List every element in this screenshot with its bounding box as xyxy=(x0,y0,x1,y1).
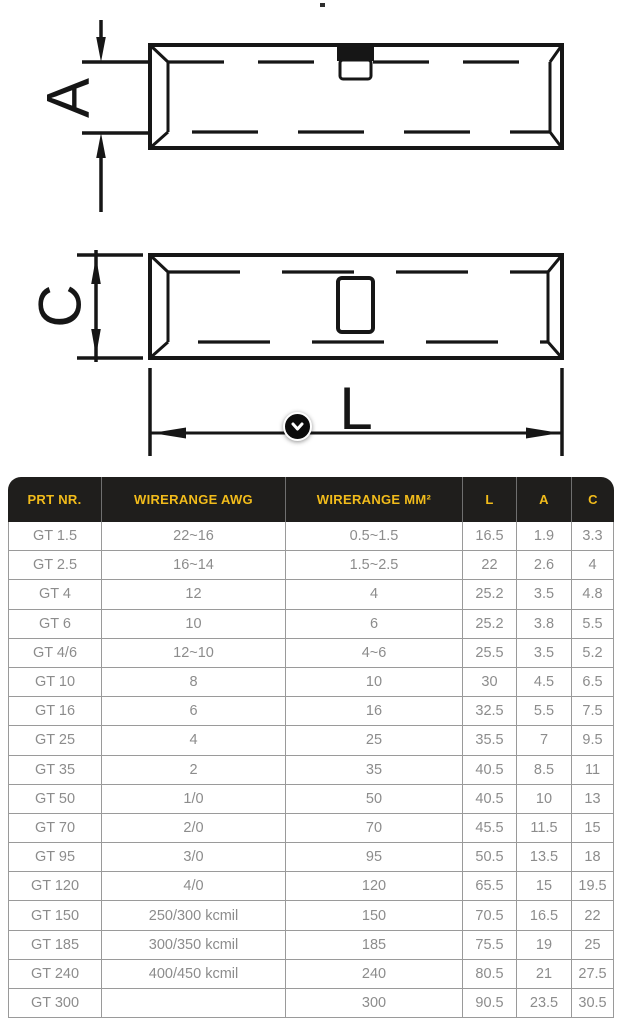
table-cell: 4~6 xyxy=(286,639,463,668)
inspection-tab-window xyxy=(340,60,371,79)
table-cell: 16.5 xyxy=(463,522,517,551)
table-cell: 45.5 xyxy=(463,814,517,843)
table-cell: 6 xyxy=(102,697,286,726)
table-cell: 23.5 xyxy=(517,989,572,1018)
table-cell: 13.5 xyxy=(517,843,572,872)
table-cell: 12 xyxy=(102,580,286,609)
table-row xyxy=(8,580,614,609)
table-cell: 21 xyxy=(517,960,572,989)
table-row xyxy=(8,668,614,697)
inspection-tab-band xyxy=(338,45,373,60)
table-cell: 30 xyxy=(463,668,517,697)
table-cell: 10 xyxy=(102,610,286,639)
table-cell: 19.5 xyxy=(572,872,614,901)
table-cell: 1/0 xyxy=(102,785,286,814)
table-cell: 18 xyxy=(572,843,614,872)
table-cell: GT 35 xyxy=(8,756,102,785)
chevron-down-icon xyxy=(289,418,306,435)
table-cell: 16 xyxy=(286,697,463,726)
scroll-down-button[interactable] xyxy=(283,412,312,441)
table-cell: 65.5 xyxy=(463,872,517,901)
table-cell: GT 120 xyxy=(8,872,102,901)
table-cell: 10 xyxy=(517,785,572,814)
table-cell: 32.5 xyxy=(463,697,517,726)
table-cell: GT 4 xyxy=(8,580,102,609)
table-cell: 40.5 xyxy=(463,785,517,814)
spec-table-container xyxy=(8,477,614,1018)
inspection-window xyxy=(338,278,373,332)
table-cell: 4 xyxy=(286,580,463,609)
table-row xyxy=(8,697,614,726)
table-cell: 11.5 xyxy=(517,814,572,843)
table-cell: 15 xyxy=(572,814,614,843)
table-cell: 1.5~2.5 xyxy=(286,551,463,580)
table-cell: 70.5 xyxy=(463,901,517,930)
table-cell: 27.5 xyxy=(572,960,614,989)
spec-table-body xyxy=(8,522,614,1018)
table-cell: 35.5 xyxy=(463,726,517,755)
table-row xyxy=(8,814,614,843)
table-cell: 22~16 xyxy=(102,522,286,551)
table-cell: 50 xyxy=(286,785,463,814)
column-header: C xyxy=(572,477,614,522)
table-cell: 1.9 xyxy=(517,522,572,551)
table-cell: 2 xyxy=(102,756,286,785)
column-header: L xyxy=(463,477,517,522)
table-cell: 5.2 xyxy=(572,639,614,668)
table-cell: GT 185 xyxy=(8,931,102,960)
table-cell: 25.5 xyxy=(463,639,517,668)
table-cell: 15 xyxy=(517,872,572,901)
table-cell: GT 10 xyxy=(8,668,102,697)
table-cell: 16~14 xyxy=(102,551,286,580)
dimension-a-label: A xyxy=(34,77,102,119)
table-row xyxy=(8,901,614,930)
table-cell: 4 xyxy=(102,726,286,755)
spec-table-head xyxy=(8,477,614,522)
table-row xyxy=(8,551,614,580)
table-cell: 6.5 xyxy=(572,668,614,697)
table-cell: 80.5 xyxy=(463,960,517,989)
table-cell: 50.5 xyxy=(463,843,517,872)
column-header: A xyxy=(517,477,572,522)
spec-table-header-row xyxy=(8,477,614,522)
table-cell: GT 2.5 xyxy=(8,551,102,580)
table-row xyxy=(8,610,614,639)
table-cell: 300/350 kcmil xyxy=(102,931,286,960)
table-cell: 22 xyxy=(572,901,614,930)
table-cell: 4/0 xyxy=(102,872,286,901)
spec-table xyxy=(8,477,614,1018)
table-cell: 300 xyxy=(286,989,463,1018)
table-row xyxy=(8,639,614,668)
table-cell: 70 xyxy=(286,814,463,843)
table-cell: 19 xyxy=(517,931,572,960)
table-cell: 25 xyxy=(286,726,463,755)
front-view-diagram xyxy=(77,250,562,456)
table-cell: 0.5~1.5 xyxy=(286,522,463,551)
table-cell: 2/0 xyxy=(102,814,286,843)
table-cell: GT 150 xyxy=(8,901,102,930)
top-view-diagram xyxy=(82,20,562,212)
table-cell: 8 xyxy=(102,668,286,697)
table-cell: 10 xyxy=(286,668,463,697)
table-cell: 5.5 xyxy=(517,697,572,726)
table-cell: GT 16 xyxy=(8,697,102,726)
table-row xyxy=(8,931,614,960)
table-cell: 25.2 xyxy=(463,610,517,639)
table-cell: 4 xyxy=(572,551,614,580)
table-cell: 3/0 xyxy=(102,843,286,872)
table-cell: 22 xyxy=(463,551,517,580)
table-cell: GT 1.5 xyxy=(8,522,102,551)
table-cell: 4.8 xyxy=(572,580,614,609)
table-cell: 7.5 xyxy=(572,697,614,726)
table-cell: 6 xyxy=(286,610,463,639)
table-cell: 90.5 xyxy=(463,989,517,1018)
table-cell: 5.5 xyxy=(572,610,614,639)
table-cell: GT 4/6 xyxy=(8,639,102,668)
table-row xyxy=(8,960,614,989)
column-header: WIRERANGE AWG xyxy=(102,477,286,522)
table-cell: 250/300 kcmil xyxy=(102,901,286,930)
table-cell: 400/450 kcmil xyxy=(102,960,286,989)
table-row xyxy=(8,756,614,785)
table-cell: 40.5 xyxy=(463,756,517,785)
table-cell: 95 xyxy=(286,843,463,872)
table-cell: GT 50 xyxy=(8,785,102,814)
table-row xyxy=(8,989,614,1018)
table-cell: 2.6 xyxy=(517,551,572,580)
table-row xyxy=(8,522,614,551)
table-row xyxy=(8,872,614,901)
table-row xyxy=(8,843,614,872)
table-cell: 9.5 xyxy=(572,726,614,755)
dimension-l-label: L xyxy=(339,375,373,442)
table-cell: 25 xyxy=(572,931,614,960)
table-cell: 120 xyxy=(286,872,463,901)
table-cell: 3.3 xyxy=(572,522,614,551)
column-header: PRT NR. xyxy=(8,477,102,522)
table-cell: 16.5 xyxy=(517,901,572,930)
table-cell: 12~10 xyxy=(102,639,286,668)
column-header: WIRERANGE MM² xyxy=(286,477,463,522)
table-cell: 8.5 xyxy=(517,756,572,785)
table-cell: 240 xyxy=(286,960,463,989)
table-cell: 3.5 xyxy=(517,639,572,668)
table-cell: 75.5 xyxy=(463,931,517,960)
dimension-c-label: C xyxy=(26,284,94,328)
table-cell: GT 70 xyxy=(8,814,102,843)
table-cell: GT 300 xyxy=(8,989,102,1018)
table-cell: 7 xyxy=(517,726,572,755)
table-cell: 3.5 xyxy=(517,580,572,609)
table-cell: 35 xyxy=(286,756,463,785)
table-cell: GT 240 xyxy=(8,960,102,989)
table-cell: 25.2 xyxy=(463,580,517,609)
table-cell xyxy=(102,989,286,1018)
table-row xyxy=(8,726,614,755)
table-cell: 13 xyxy=(572,785,614,814)
table-cell: 30.5 xyxy=(572,989,614,1018)
table-cell: 185 xyxy=(286,931,463,960)
table-cell: GT 6 xyxy=(8,610,102,639)
table-cell: 3.8 xyxy=(517,610,572,639)
table-cell: 4.5 xyxy=(517,668,572,697)
table-cell: GT 25 xyxy=(8,726,102,755)
table-cell: GT 95 xyxy=(8,843,102,872)
table-cell: 11 xyxy=(572,756,614,785)
table-row xyxy=(8,785,614,814)
table-cell: 150 xyxy=(286,901,463,930)
technical-drawing xyxy=(0,0,622,474)
